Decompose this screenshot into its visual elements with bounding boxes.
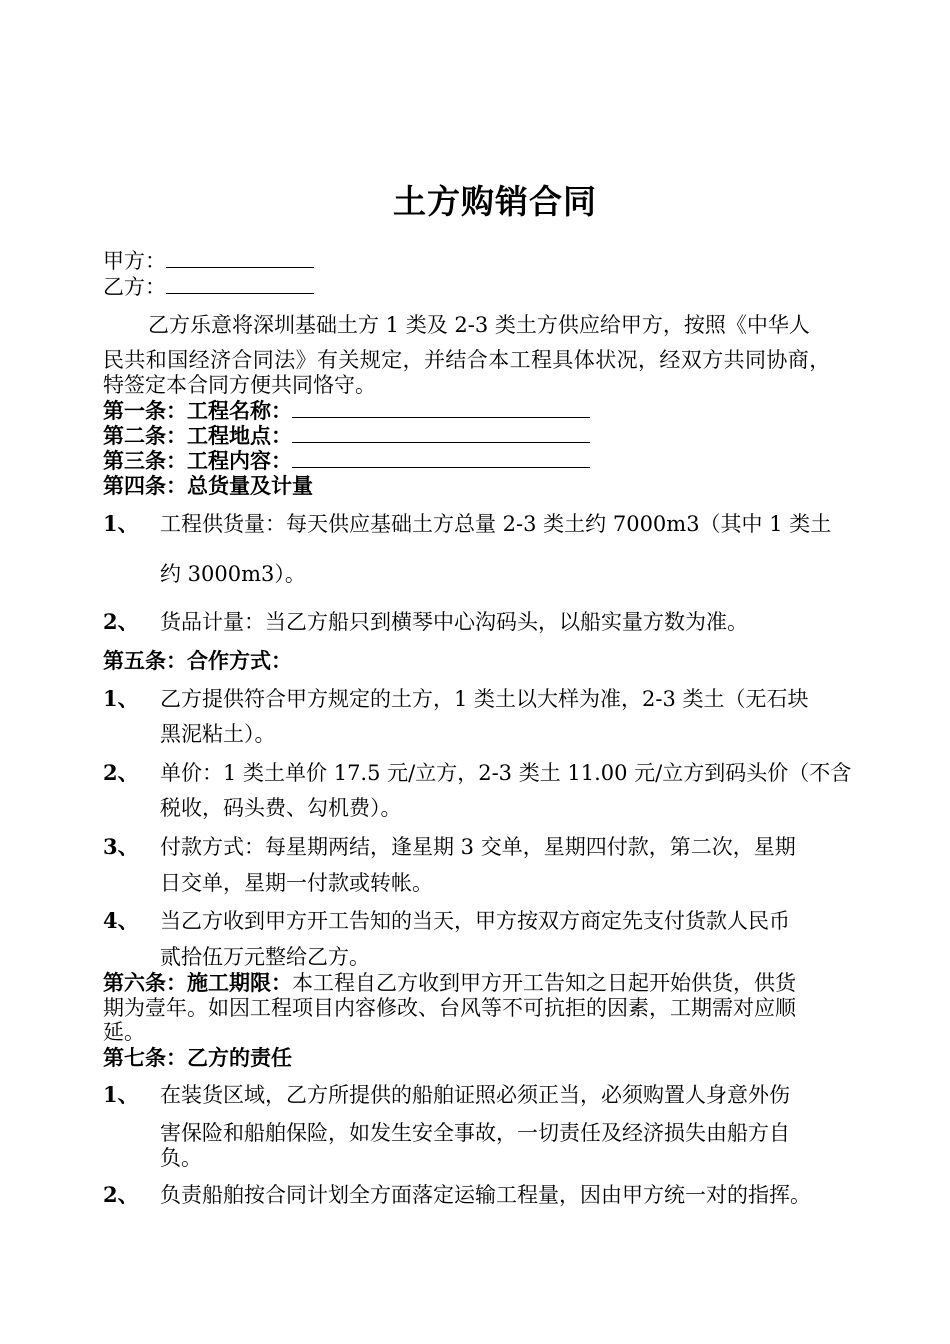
article-6-line-3: 延。	[103, 1020, 145, 1044]
article-6-line-1	[103, 970, 796, 996]
party-a-label: 甲方：	[103, 249, 166, 273]
article-5-item-number: 2、	[103, 760, 139, 785]
article-5-item-number: 3、	[103, 834, 139, 859]
article-4-item-text: 约 3000m3）。	[160, 562, 306, 586]
article-5-item-number: 4、	[103, 908, 139, 933]
article-7-item-text: 害保险和船舶保险，如发生安全事故，一切责任及经济损失由船方自	[160, 1121, 790, 1145]
article-7-heading: 第七条：乙方的责任	[103, 1045, 292, 1070]
article-5-item-text: 黑泥粘土）。	[160, 722, 276, 746]
article-6-text: 本工程自乙方收到甲方开工告知之日起开始供货，供货	[292, 971, 796, 995]
article-5-item-text: 付款方式：每星期两结，逢星期 3 交单，星期四付款，第二次，星期	[160, 835, 796, 859]
party-b-blank	[166, 275, 314, 294]
article-7-item-number: 1、	[103, 1082, 139, 1107]
article-2-blank	[292, 424, 590, 443]
article-5-item-text: 乙方提供符合甲方规定的土方，1 类土以大样为准，2-3 类土（无石块	[160, 687, 809, 711]
article-5-item-text: 日交单，星期一付款或转帐。	[160, 871, 433, 895]
article-3-blank	[292, 449, 590, 468]
article-5-item-text: 贰拾伍万元整给乙方。	[160, 945, 370, 969]
article-5-item-text: 税收，码头费、勾机费）。	[160, 796, 402, 820]
article-3-label: 第三条：工程内容：	[103, 448, 292, 473]
article-4-item-text: 货品计量：当乙方船只到横琴中心沟码头，以船实量方数为准。	[160, 610, 748, 634]
article-4-item-text: 工程供货量：每天供应基础土方总量 2-3 类土约 7000m3（其中 1 类土	[160, 512, 832, 536]
article-5-item-number: 1、	[103, 686, 139, 711]
article-5-heading: 第五条：合作方式：	[103, 648, 292, 673]
article-6-label: 第六条：施工期限：	[103, 970, 292, 995]
article-1-label: 第一条：工程名称：	[103, 398, 292, 423]
article-4-item-number: 1、	[103, 511, 139, 536]
party-a-blank	[166, 249, 314, 268]
article-3-row	[103, 448, 590, 474]
article-2-row	[103, 423, 590, 449]
article-4-item-number: 2、	[103, 609, 139, 634]
page-title: 土方购销合同	[393, 182, 597, 221]
party-b-label: 乙方：	[103, 275, 166, 299]
party-b-row	[103, 274, 314, 300]
intro-line-2: 民共和国经济合同法》有关规定，并结合本工程具体状况，经双方共同协商，	[103, 348, 831, 372]
article-4-heading: 第四条：总货量及计量	[103, 473, 313, 498]
article-2-label: 第二条：工程地点：	[103, 423, 292, 448]
article-5-item-text: 单价：1 类土单价 17.5 元/立方，2-3 类土 11.00 元/立方到码头价（不含	[160, 761, 852, 785]
article-6-line-2: 期为壹年。如因工程项目内容修改、台风等不可抗拒的因素，工期需对应顺	[103, 996, 796, 1020]
intro-line-3: 特签定本合同方便共同恪守。	[103, 373, 376, 397]
intro-line-1: 乙方乐意将深圳基础土方 1 类及 2-3 类土方供应给甲方，按照《中华人	[148, 313, 810, 337]
article-7-item-text: 负。	[160, 1146, 202, 1170]
article-7-item-text: 负责船舶按合同计划全方面落定运输工程量，因由甲方统一对的指挥。	[160, 1183, 811, 1207]
party-a-row	[103, 248, 314, 274]
article-5-item-text: 当乙方收到甲方开工告知的当天，甲方按双方商定先支付货款人民币	[160, 909, 790, 933]
article-1-blank	[292, 399, 590, 418]
article-7-item-text: 在装货区域，乙方所提供的船舶证照必须正当，必须购置人身意外伤	[160, 1083, 790, 1107]
article-1-row	[103, 398, 590, 424]
article-7-item-number: 2、	[103, 1182, 139, 1207]
